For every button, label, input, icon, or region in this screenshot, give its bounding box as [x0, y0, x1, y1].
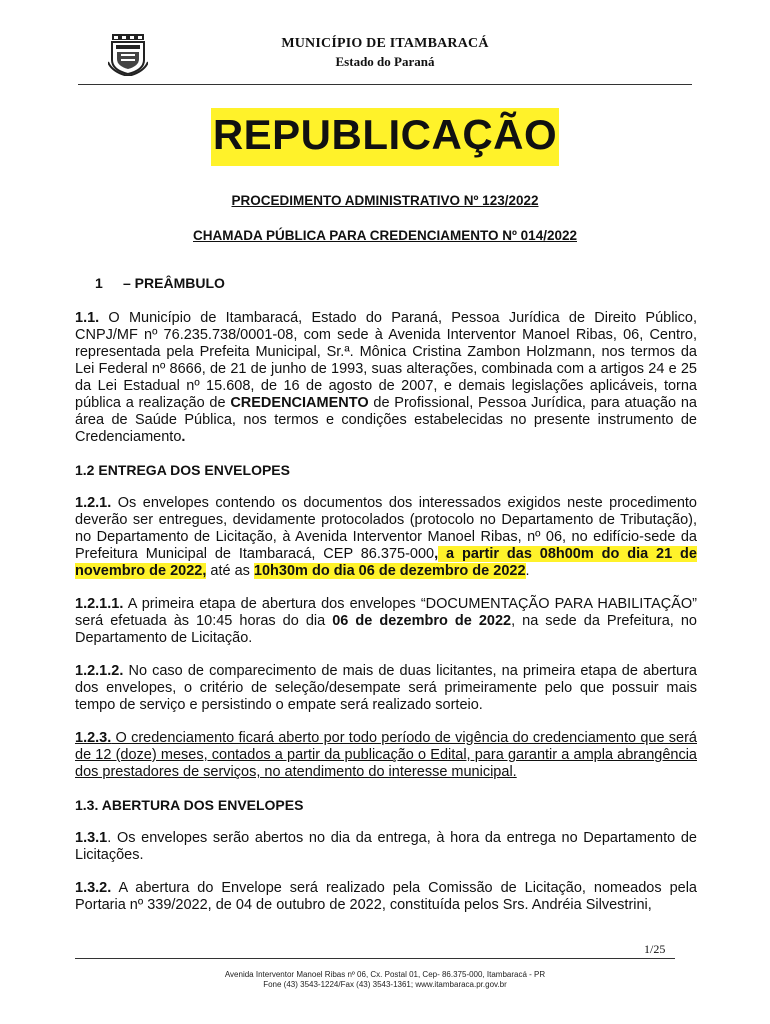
section-1-3-heading: 1.3. ABERTURA DOS ENVELOPES: [75, 797, 304, 813]
footer-address: Avenida Interventor Manoel Ribas nº 06, Cx. Postal 01, Cep- 86.375-000, Itambaracá - PR: [224, 970, 546, 979]
paragraph-number: 1.2.1.: [75, 495, 112, 511]
paragraph-number: 1.2.1.2.: [75, 663, 124, 679]
highlighted-end-date: 10h30m do dia 06 de dezembro de 2022: [253, 563, 526, 579]
header-divider: [78, 84, 692, 85]
paragraph-text: Os envelopes contendo os documentos dos interessados exigidos neste procedimento deverão ser entregues, devidamente protocolados (protocolo no Departamento de Tributação), no Departamento de Licitação, à Avenida Interventor Manoel Ribas, nº 06, no edifício-sede da Prefeitura Municipal de Itambaracá, CEP 86.375-000: [75, 495, 697, 562]
paragraph-text: , na sede da Prefeitura, no Departamento de Licitação.: [75, 613, 697, 646]
paragraph-number: 1.1.: [75, 310, 100, 326]
paragraph-text: A abertura do Envelope será realizado pela Comissão de Licitação, nomeados pela Portaria nº 339/2022, de 04 de outubro de 2022, constituída pelos Srs. Andréia Silvestrini,: [75, 880, 697, 913]
paragraph-end: .: [181, 429, 186, 445]
paragraph-1-1: [75, 310, 697, 446]
document-footer: [0, 970, 770, 990]
paragraph-number: 1.2.1.1.: [75, 596, 124, 612]
document-title: REPUBLICAÇÃO: [211, 108, 559, 166]
paragraph-end: .: [525, 563, 530, 579]
paragraph-number: 1.2.3.: [75, 730, 112, 746]
paragraph-number: 1.3.1: [75, 830, 108, 846]
procedure-number: PROCEDIMENTO ADMINISTRATIVO Nº 123/2022: [231, 193, 539, 208]
paragraph-text: ,: [434, 546, 439, 562]
public-call-number: CHAMADA PÚBLICA PARA CREDENCIAMENTO Nº 014/2022: [193, 228, 577, 243]
section-label: – PREÂMBULO: [123, 275, 225, 291]
page-number: 1/25: [644, 942, 666, 956]
paragraph-1-2-1-1: [75, 596, 697, 647]
document-body: [75, 275, 697, 914]
municipality-name: MUNICÍPIO DE ITAMBARACÁ: [281, 36, 489, 51]
paragraph-1-2-1: [75, 495, 697, 580]
paragraph-1-2-3: [75, 730, 697, 781]
highlighted-start-date: a partir das 08h00m do dia 21 de novembro de 2022,: [75, 546, 697, 579]
section-number: 1: [95, 275, 103, 291]
paragraph-text: No caso de comparecimento de mais de duas licitantes, na primeira etapa de abertura dos envelopes, o critério de seleção/desempate será primeiramente pelo que possuir mais tempo de serviço e persistindo o empate será realizado sorteio.: [75, 663, 697, 713]
state-name: Estado do Paraná: [335, 54, 435, 69]
paragraph-text: de Profissional, Pessoa Jurídica, para atuação na área de Saúde Pública, nos termos e condições estabelecidas no presente instrumento de Credenciamento: [75, 395, 697, 445]
footer-contact: Fone (43) 3543-1224/Fax (43) 3543-1361; www.itambaraca.pr.gov.br: [263, 980, 507, 989]
paragraph-text: até as: [206, 563, 254, 579]
paragraph-text: O credenciamento ficará aberto por todo período de vigência do credenciamento que será de 12 (doze) meses, contados a partir da publicação o Edital, para garantir a ampla abrangência dos prestadores de serviços, no atendimento do interesse municipal.: [75, 730, 697, 780]
emphasis-text: CREDENCIAMENTO: [230, 395, 369, 411]
section-preambulo-heading: [75, 275, 697, 292]
section-1-2-heading: 1.2 ENTREGA DOS ENVELOPES: [75, 462, 290, 478]
document-header: [0, 30, 770, 80]
paragraph-text: O Município de Itambaracá, Estado do Paraná, Pessoa Jurídica de Direito Público, CNPJ/MF nº 76.235.738/0001-08, com sede à Avenida Interventor Manoel Ribas, 06, Centro, representada pela Prefeita Municipal, Sr.ª. Mônica Cristina Zambon Holzmann, nos termos da Lei Federal nº 8666, de 21 de junho de 1993, suas alterações, combinada com a artigos 24 e 25 da Lei Estadual nº 15.608, de 16 de agosto de 2007, e demais legislações aplicáveis, torna pública a realização de: [75, 310, 697, 411]
paragraph-text: A primeira etapa de abertura dos envelopes “DOCUMENTAÇÃO PARA HABILITAÇÃO” será efetuada às 10:45 horas do dia: [75, 596, 697, 629]
header-text: [0, 36, 770, 70]
paragraph-1-3-2: [75, 880, 697, 914]
paragraph-1-2-1-2: [75, 663, 697, 714]
paragraph-number: 1.3.2.: [75, 880, 112, 896]
paragraph-text: . Os envelopes serão abertos no dia da entrega, à hora da entrega no Departamento de Licitações.: [75, 830, 697, 863]
footer-divider: [75, 958, 675, 959]
title-wrapper: [0, 108, 770, 166]
paragraph-1-3-1: [75, 830, 697, 864]
emphasis-text: 06 de dezembro de 2022: [332, 613, 512, 629]
